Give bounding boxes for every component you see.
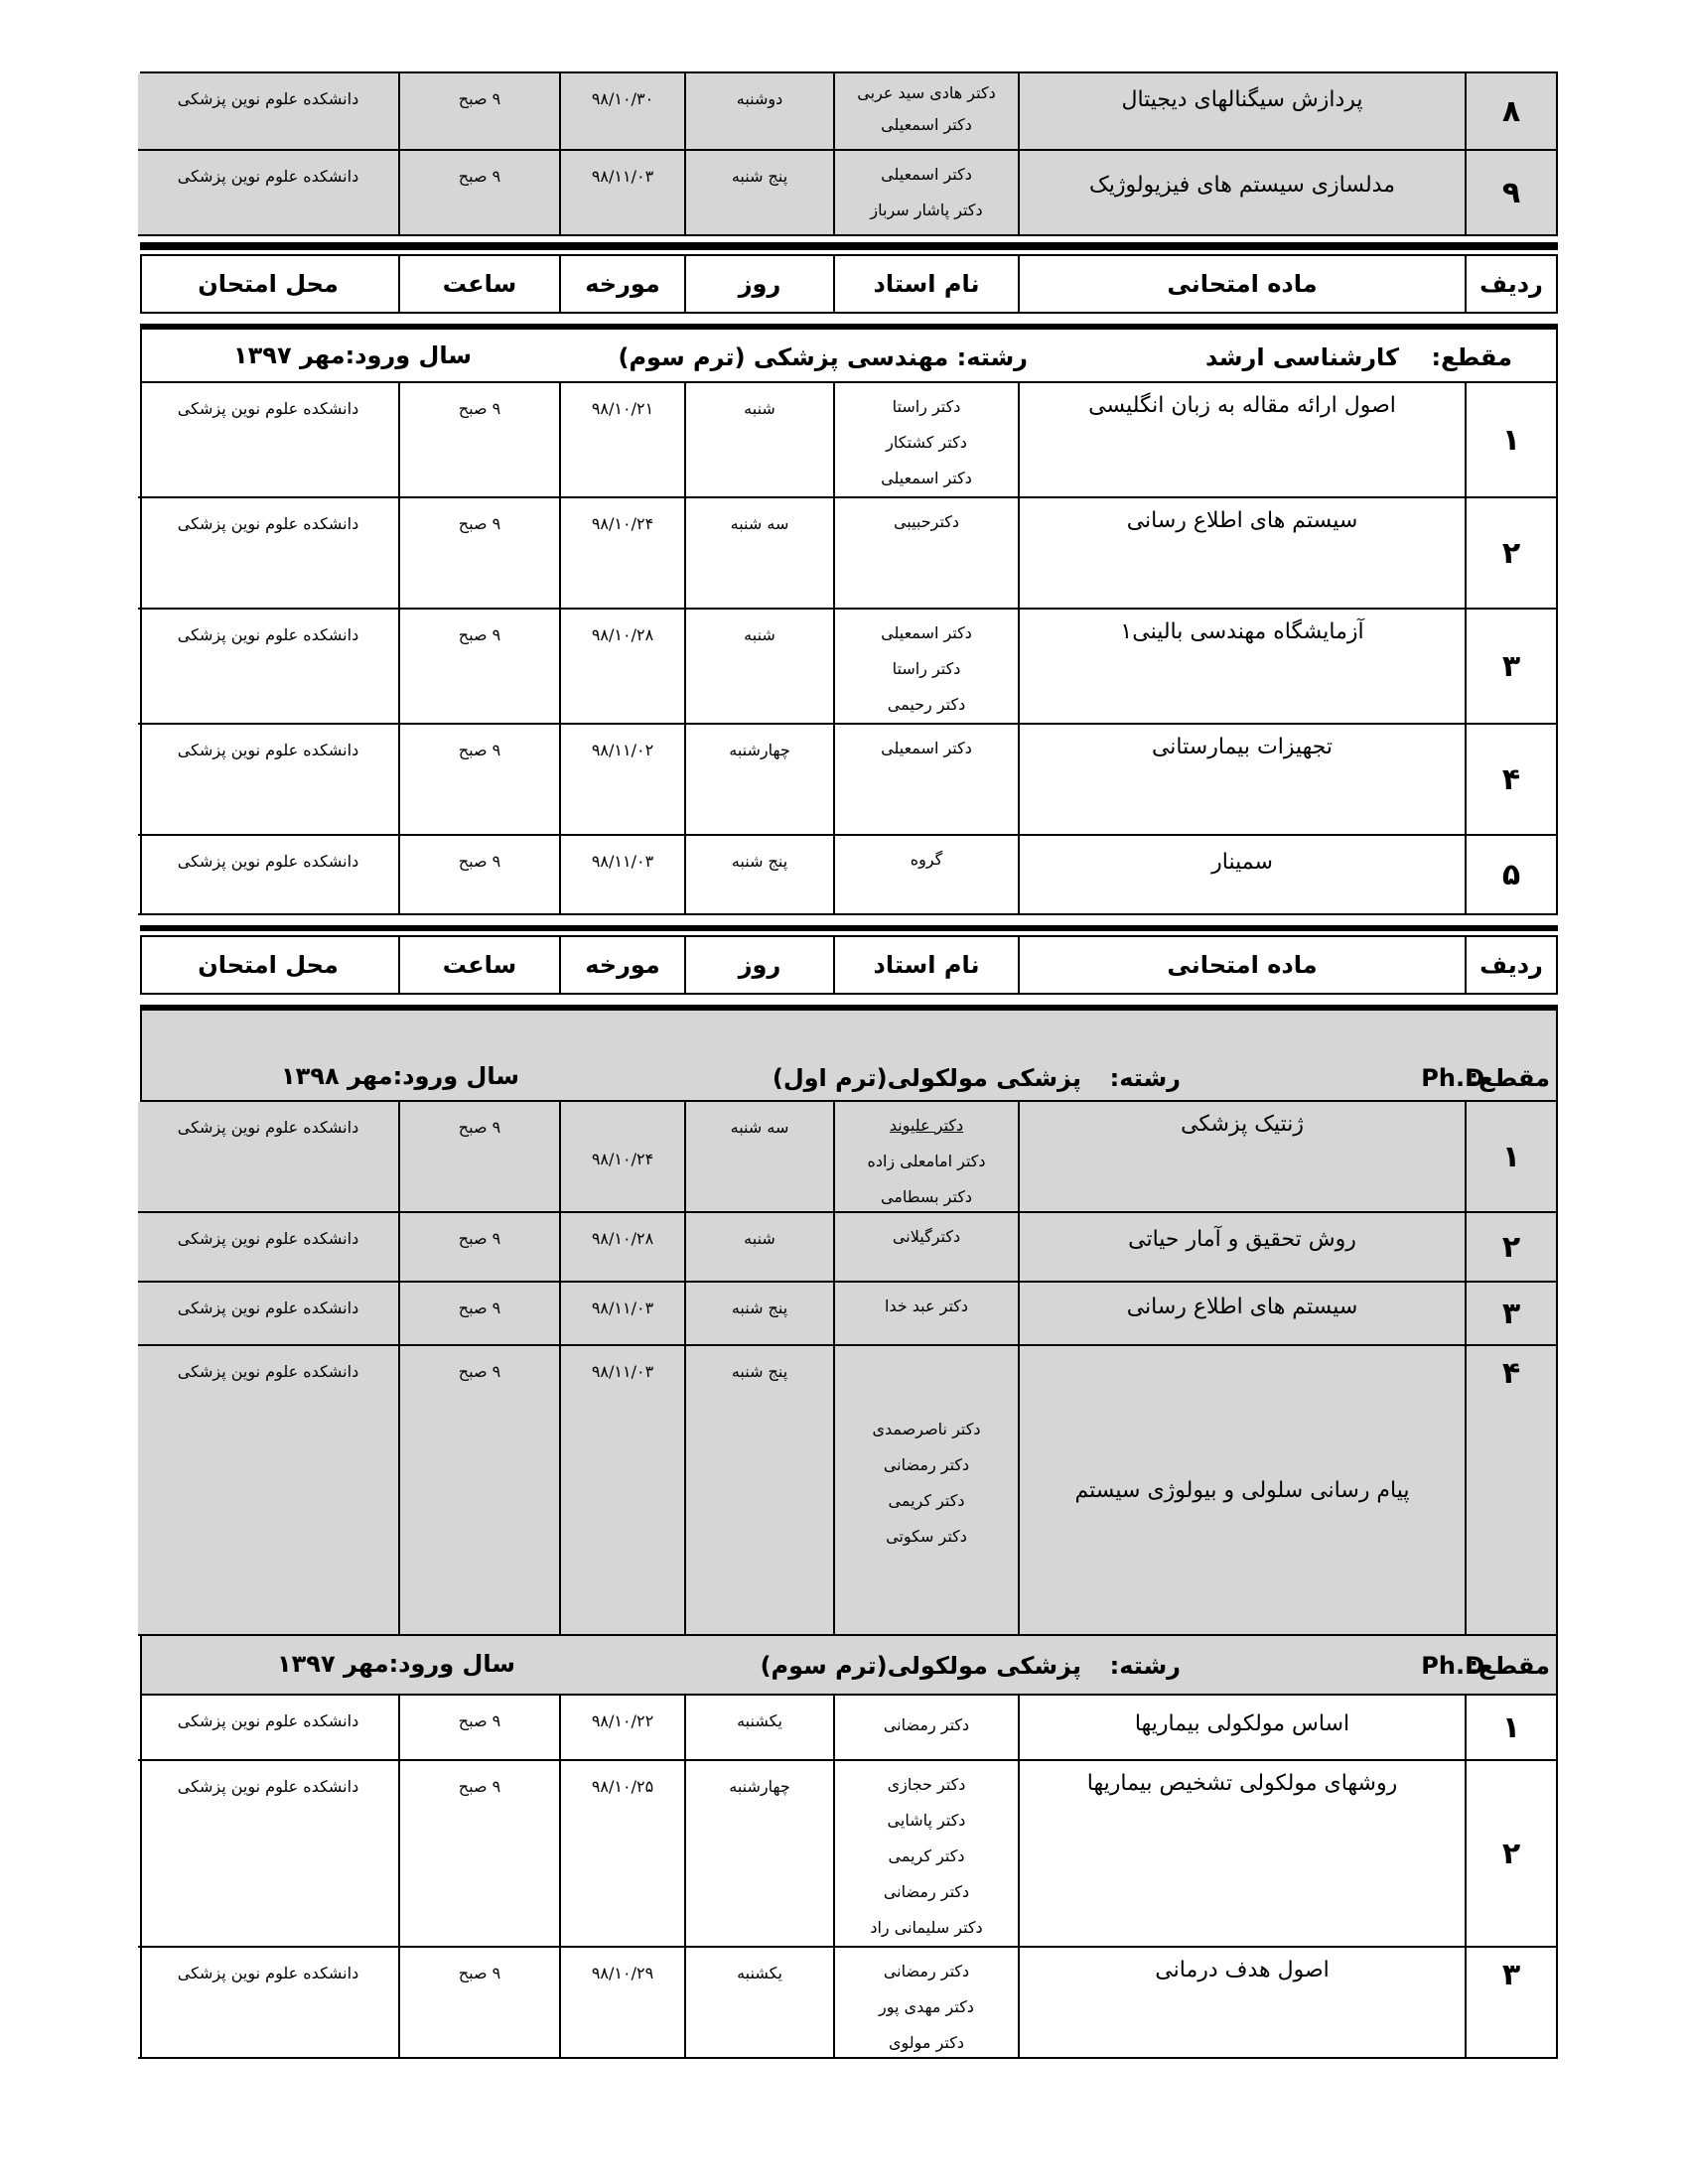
row-number: ۱ <box>1465 1102 1556 1213</box>
professor-name: دکتر ناصرصمدی <box>872 1420 981 1438</box>
exam-date: ۹۸/۱۰/۳۰ <box>559 73 684 151</box>
header-day: روز <box>684 937 833 993</box>
divider <box>140 242 1558 250</box>
exam-subject: اصول هدف درمانی <box>1018 1948 1465 2059</box>
field-label: رشته: <box>1109 1064 1181 1092</box>
professor-cell <box>833 1696 1018 1761</box>
professor-name: دکترگیلانی <box>892 1227 961 1246</box>
exam-time: ۹ صبح <box>398 836 559 915</box>
degree-level: کارشناسی ارشد <box>1205 343 1399 371</box>
professor-name: دکتر پاشایی <box>887 1811 966 1830</box>
exam-location: دانشکده علوم نوین پزشکی <box>138 498 398 610</box>
professor-cell <box>833 1761 1018 1948</box>
field-label: رشته: <box>1109 1652 1181 1680</box>
professor-cell <box>833 1346 1018 1636</box>
exam-subject: سیستم های اطلاع رسانی <box>1018 1283 1465 1346</box>
professor-name: دکترحبیبی <box>893 512 960 531</box>
exam-time: ۹ صبح <box>398 1102 559 1213</box>
exam-schedule-sheet <box>140 71 1558 2059</box>
exam-time: ۹ صبح <box>398 383 559 498</box>
field-of-study: رشته: مهندسی پزشکی (ترم سوم) <box>618 343 1028 371</box>
professor-name: دکتر حجازی <box>887 1775 966 1794</box>
exam-location: دانشکده علوم نوین پزشکی <box>138 1696 398 1761</box>
degree-level: Ph.D <box>1421 1652 1484 1680</box>
exam-location: دانشکده علوم نوین پزشکی <box>138 610 398 725</box>
exam-time: ۹ صبح <box>398 1283 559 1346</box>
exam-day: شنبه <box>684 610 833 725</box>
row-number: ۲ <box>1465 498 1556 610</box>
exam-time: ۹ صبح <box>398 1213 559 1283</box>
exam-date: ۹۸/۱۰/۲۵ <box>559 1761 684 1948</box>
exam-location: دانشکده علوم نوین پزشکی <box>138 1283 398 1346</box>
section-header-phd-1 <box>140 1011 1558 1102</box>
row-number: ۴ <box>1465 1346 1556 1636</box>
professor-cell <box>833 73 1018 151</box>
exam-subject: پیام رسانی سلولی و بیولوژی سیستم <box>1018 1346 1465 1636</box>
exam-subject: پردازش سیگنالهای دیجیتال <box>1018 73 1465 151</box>
level-label: مقطع: <box>1469 1652 1550 1680</box>
header-row-number: ردیف <box>1465 256 1556 312</box>
professor-name: دکتر اسمعیلی <box>881 739 972 757</box>
professor-name: دکتر علیوند <box>889 1116 964 1135</box>
exam-subject: اساس مولکولی بیماریها <box>1018 1696 1465 1761</box>
professor-cell <box>833 836 1018 915</box>
section-header-phd-3 <box>140 1636 1558 1696</box>
phd3-rows-table <box>140 1696 1558 2059</box>
exam-time: ۹ صبح <box>398 1761 559 1948</box>
exam-date: ۹۸/۱۰/۲۸ <box>559 610 684 725</box>
header-location: محل امتحان <box>198 951 339 979</box>
header-time: ساعت <box>398 937 559 993</box>
exam-location: دانشکده علوم نوین پزشکی <box>138 1102 398 1213</box>
level-label: مقطع: <box>1469 1064 1550 1092</box>
exam-subject: ژنتیک پزشکی <box>1018 1102 1465 1213</box>
exam-date: ۹۸/۱۰/۲۹ <box>559 1948 684 2059</box>
row-number: ۳ <box>1465 1948 1556 2059</box>
exam-subject: تجهیزات بیمارستانی <box>1018 725 1465 836</box>
exam-location: دانشکده علوم نوین پزشکی <box>138 725 398 836</box>
row-number: ۵ <box>1465 836 1556 915</box>
professor-name: دکتر هادی سید عربی <box>857 83 996 102</box>
row-number: ۸ <box>1465 73 1556 151</box>
exam-time: ۹ صبح <box>398 73 559 151</box>
exam-date: ۹۸/۱۰/۲۲ <box>559 1696 684 1761</box>
row-number: ۳ <box>1465 1283 1556 1346</box>
level-label: مقطع: <box>1431 343 1512 371</box>
column-header-row <box>140 254 1558 314</box>
exam-subject: روشهای مولکولی تشخیص بیماریها <box>1018 1761 1465 1948</box>
field-of-study: پزشکی مولکولی(ترم اول) <box>772 1064 1081 1092</box>
exam-date: ۹۸/۱۱/۰۳ <box>559 1283 684 1346</box>
professor-name: دکتر کریمی <box>888 1846 965 1865</box>
professor-name: دکتر امامعلی زاده <box>867 1152 986 1170</box>
professor-name: دکتر پاشار سرباز <box>870 201 983 219</box>
professor-name: دکتر رمضانی <box>883 1455 970 1474</box>
professor-name: دکتر مهدی پور <box>879 1997 974 2016</box>
row-number: ۴ <box>1465 725 1556 836</box>
header-date: مورخه <box>559 937 684 993</box>
professor-cell <box>833 1102 1018 1213</box>
exam-location: دانشکده علوم نوین پزشکی <box>138 836 398 915</box>
professor-name: دکتر بسطامی <box>880 1187 973 1206</box>
professor-cell <box>833 498 1018 610</box>
entry-year: سال ورود:مهر ۱۳۹۸ <box>281 1062 519 1090</box>
exam-day: سه شنبه <box>684 1102 833 1213</box>
exam-subject: روش تحقیق و آمار حیاتی <box>1018 1213 1465 1283</box>
professor-name: دکتر رمضانی <box>883 1962 970 1980</box>
row-number: ۱ <box>1465 383 1556 498</box>
exam-subject: اصول ارائه مقاله به زبان انگلیسی <box>1018 383 1465 498</box>
professor-cell <box>833 725 1018 836</box>
professor-name: دکتر رحیمی <box>887 695 966 714</box>
exam-date: ۹۸/۱۱/۰۳ <box>559 836 684 915</box>
exam-location: دانشکده علوم نوین پزشکی <box>138 1761 398 1948</box>
professor-name: دکتر مولوی <box>889 2033 964 2052</box>
exam-day: پنج شنبه <box>684 1283 833 1346</box>
exam-day: یکشنبه <box>684 1948 833 2059</box>
exam-day: شنبه <box>684 383 833 498</box>
field-of-study: پزشکی مولکولی(ترم سوم) <box>760 1652 1081 1680</box>
exam-time: ۹ صبح <box>398 725 559 836</box>
exam-day: سه شنبه <box>684 498 833 610</box>
exam-location: دانشکده علوم نوین پزشکی <box>138 1346 398 1636</box>
header-subject: ماده امتحانی <box>1018 256 1465 312</box>
professor-name: دکتر راستا <box>892 659 961 678</box>
exam-location: دانشکده علوم نوین پزشکی <box>138 1213 398 1283</box>
column-header-row <box>140 935 1558 995</box>
degree-level: Ph.D <box>1421 1064 1484 1092</box>
exam-subject: مدلسازی سیستم های فیزیولوژیک <box>1018 151 1465 236</box>
professor-cell <box>833 1283 1018 1346</box>
exam-day: چهارشنبه <box>684 1761 833 1948</box>
professor-name: دکتر اسمعیلی <box>881 469 972 487</box>
exam-subject: سیستم های اطلاع رسانی <box>1018 498 1465 610</box>
header-subject: ماده امتحانی <box>1018 937 1465 993</box>
professor-name: دکتر کریمی <box>888 1491 965 1510</box>
exam-date: ۹۸/۱۰/۲۴ <box>559 1102 684 1213</box>
professor-name: دکتر عبد خدا <box>884 1297 969 1315</box>
professor-name: دکتر رمضانی <box>883 1715 970 1734</box>
exam-location: دانشکده علوم نوین پزشکی <box>138 383 398 498</box>
professor-name: دکتر رمضانی <box>883 1882 970 1901</box>
professor-name: دکتر سلیمانی راد <box>870 1918 983 1937</box>
exam-date: ۹۸/۱۱/۰۲ <box>559 725 684 836</box>
professor-cell <box>833 610 1018 725</box>
exam-time: ۹ صبح <box>398 1346 559 1636</box>
exam-day: پنج شنبه <box>684 1346 833 1636</box>
exam-time: ۹ صبح <box>398 1696 559 1761</box>
exam-date: ۹۸/۱۰/۲۸ <box>559 1213 684 1283</box>
exam-date: ۹۸/۱۱/۰۳ <box>559 1346 684 1636</box>
professor-cell <box>833 151 1018 236</box>
section-header-ms <box>140 330 1558 383</box>
exam-day: شنبه <box>684 1213 833 1283</box>
exam-day: دوشنبه <box>684 73 833 151</box>
top-rows-table <box>140 71 1558 236</box>
exam-day: یکشنبه <box>684 1696 833 1761</box>
entry-year: سال ورود:مهر ۱۳۹۷ <box>233 341 472 369</box>
exam-date: ۹۸/۱۰/۲۴ <box>559 498 684 610</box>
exam-time: ۹ صبح <box>398 610 559 725</box>
professor-cell <box>833 383 1018 498</box>
header-professor: نام استاد <box>833 937 1018 993</box>
phd1-rows-table <box>140 1102 1558 1636</box>
exam-subject: آزمایشگاه مهندسی بالینی۱ <box>1018 610 1465 725</box>
professor-name: گروه <box>910 850 943 869</box>
professor-name: دکتر سکوتی <box>886 1527 967 1546</box>
exam-day: پنج شنبه <box>684 151 833 236</box>
row-number: ۲ <box>1465 1761 1556 1948</box>
professor-cell <box>833 1948 1018 2059</box>
exam-time: ۹ صبح <box>398 498 559 610</box>
professor-cell <box>833 1213 1018 1283</box>
exam-location: دانشکده علوم نوین پزشکی <box>138 151 398 236</box>
ms-rows-table <box>140 383 1558 915</box>
entry-year: سال ورود:مهر ۱۳۹۷ <box>277 1650 515 1678</box>
row-number: ۲ <box>1465 1213 1556 1283</box>
row-number: ۹ <box>1465 151 1556 236</box>
exam-day: چهارشنبه <box>684 725 833 836</box>
professor-name: دکتر اسمعیلی <box>881 623 972 642</box>
professor-name: دکتر راستا <box>892 397 961 416</box>
row-number: ۳ <box>1465 610 1556 725</box>
exam-date: ۹۸/۱۰/۲۱ <box>559 383 684 498</box>
header-professor: نام استاد <box>833 256 1018 312</box>
exam-location: دانشکده علوم نوین پزشکی <box>138 73 398 151</box>
exam-day: پنج شنبه <box>684 836 833 915</box>
header-time: ساعت <box>398 256 559 312</box>
header-row-number: ردیف <box>1465 937 1556 993</box>
exam-location: دانشکده علوم نوین پزشکی <box>138 1948 398 2059</box>
header-date: مورخه <box>559 256 684 312</box>
professor-name: دکتر کشتکار <box>886 433 967 452</box>
professor-name: دکتر اسمعیلی <box>881 165 972 184</box>
row-number: ۱ <box>1465 1696 1556 1761</box>
exam-time: ۹ صبح <box>398 1948 559 2059</box>
exam-time: ۹ صبح <box>398 151 559 236</box>
exam-subject: سمینار <box>1018 836 1465 915</box>
header-day: روز <box>684 256 833 312</box>
header-location: محل امتحان <box>198 270 339 298</box>
exam-date: ۹۸/۱۱/۰۳ <box>559 151 684 236</box>
professor-name: دکتر اسمعیلی <box>881 115 972 134</box>
